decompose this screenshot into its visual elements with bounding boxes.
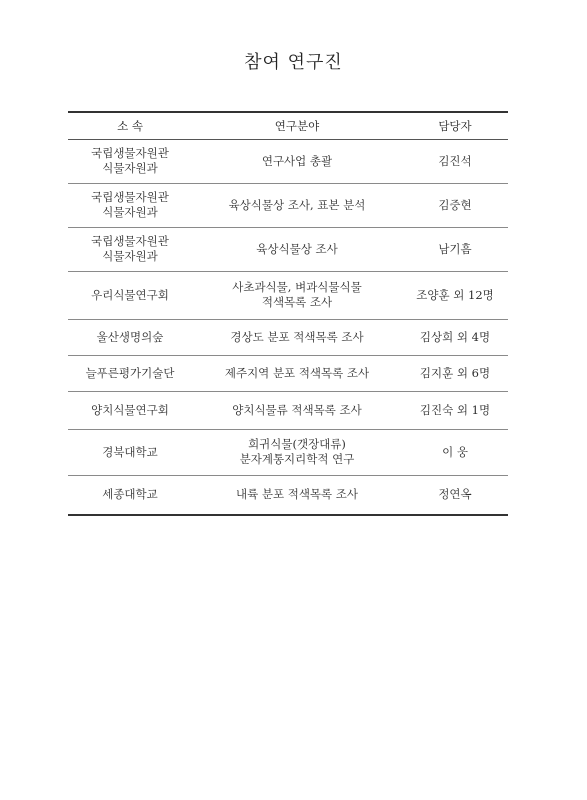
table-row [68,429,508,475]
cell-affiliation [68,183,192,227]
cell-affiliation [68,271,192,319]
table-row [68,183,508,227]
table-body [68,139,508,515]
header-affiliation: 소 속 [68,112,192,139]
cell-affiliation [68,139,192,183]
affiliation-line: 경북대학교 [102,444,158,459]
cell-research-field [192,429,402,475]
affiliation-line: 식물자원과 [102,161,158,175]
cell-research-field [192,183,402,227]
cell-affiliation [68,355,192,391]
page-title: 참여 연구진 [244,52,343,73]
cell-person-in-charge: 김중현 [402,183,508,227]
cell-research-field [192,355,402,391]
affiliation-line: 늘푸른평가기술단 [85,365,175,380]
research-field-line: 양치식물류 적색목록 조사 [232,402,362,417]
research-field-line: 적색목록 조사 [261,295,333,309]
cell-person-in-charge: 김지훈 외 6명 [402,355,508,391]
research-field-line: 연구사업 총괄 [261,153,333,168]
cell-person-in-charge: 김상희 외 4명 [402,319,508,355]
research-field-line: 경상도 분포 적색목록 조사 [230,329,364,344]
affiliation-line: 식물자원과 [102,205,158,219]
header-person-in-charge: 담당자 [402,112,508,139]
affiliation-line: 우리식물연구회 [91,287,169,302]
cell-research-field [192,227,402,271]
cell-research-field [192,475,402,515]
research-field-line: 제주지역 분포 적색목록 조사 [224,365,370,380]
table-row [68,227,508,271]
affiliation-line: 국립생물자원관 [91,190,169,204]
research-team-table [68,111,508,516]
header-row [68,112,508,139]
table-row [68,139,508,183]
research-field-line: 육상식물상 조사 [256,241,338,256]
table-row [68,271,508,319]
cell-person-in-charge: 김진석 [402,139,508,183]
cell-affiliation [68,319,192,355]
research-field-line: 내륙 분포 적색목록 조사 [235,487,359,502]
cell-research-field [192,319,402,355]
affiliation-line: 식물자원과 [102,249,158,263]
affiliation-line: 세종대학교 [102,487,158,502]
cell-affiliation [68,475,192,515]
table-row [68,355,508,391]
cell-research-field [192,391,402,429]
affiliation-line: 국립생물자원관 [91,146,169,160]
cell-person-in-charge: 조양훈 외 12명 [402,271,508,319]
affiliation-line: 국립생물자원관 [91,234,169,248]
affiliation-line: 양치식물연구회 [91,402,169,417]
research-field-line: 희귀식물(갯장대류) [248,437,346,451]
cell-research-field [192,139,402,183]
cell-person-in-charge: 김진숙 외 1명 [402,391,508,429]
table-row [68,475,508,515]
cell-affiliation [68,227,192,271]
research-field-line: 사초과식물, 벼과식물식물 [232,280,362,294]
table-row [68,391,508,429]
cell-affiliation [68,391,192,429]
research-field-line: 육상식물상 조사, 표본 분석 [228,197,366,212]
research-field-line: 분자계통지리학적 연구 [239,452,355,466]
cell-affiliation [68,429,192,475]
header-research-field: 연구분야 [192,112,402,139]
table-header [68,112,508,139]
cell-research-field [192,271,402,319]
table-row [68,319,508,355]
affiliation-line: 울산생명의숲 [96,329,164,344]
cell-person-in-charge: 남기흠 [402,227,508,271]
cell-person-in-charge: 정연옥 [402,475,508,515]
cell-person-in-charge: 이 웅 [402,429,508,475]
research-team-table-container [68,111,508,516]
